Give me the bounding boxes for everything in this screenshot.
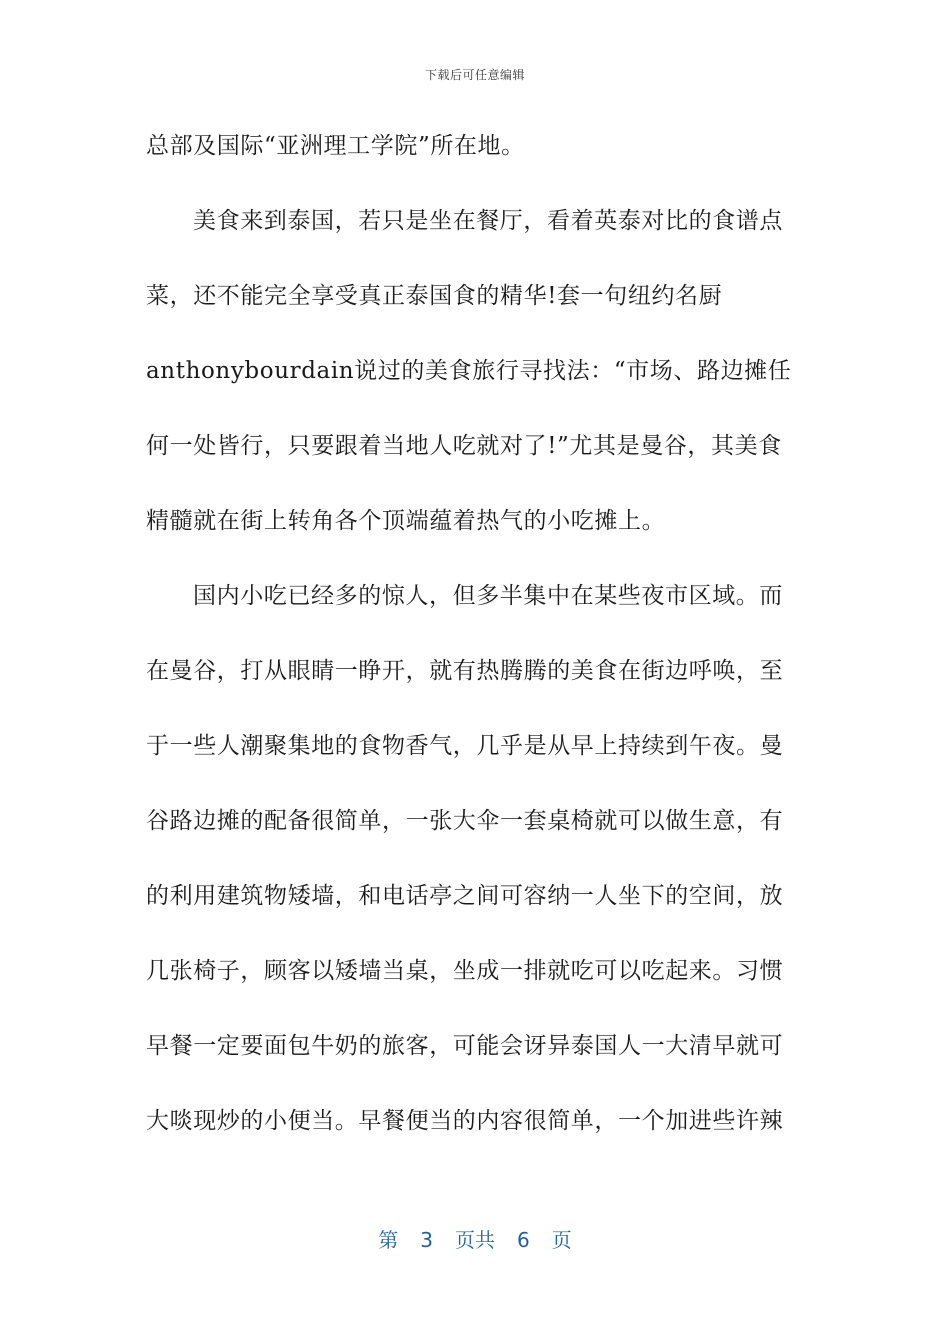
- text-line: 于一些人潮聚集地的食物香气，几乎是从早上持续到午夜。曼: [146, 733, 784, 759]
- text-line: 谷路边摊的配备很简单，一张大伞一套桌椅就可以做生意，有: [146, 808, 784, 834]
- footer-total-pages: 6: [517, 1228, 530, 1252]
- text-line: 精髓就在街上转角各个顶端蕴着热气的小吃摊上。: [146, 508, 666, 534]
- text-line: 总部及国际“亚洲理工学院”所在地。: [146, 133, 525, 159]
- text-line: 大啖现炒的小便当。早餐便当的内容很简单，一个加进些许辣: [146, 1108, 784, 1134]
- footer-current-page: 3: [420, 1228, 433, 1252]
- text-line: 何一处皆行，只要跟着当地人吃就对了!”尤其是曼谷，其美食: [146, 433, 782, 459]
- paragraph-start-line: 国内小吃已经多的惊人，但多半集中在某些夜市区域。而: [193, 583, 783, 609]
- page-footer: [0, 1224, 950, 1253]
- text-line: 早餐一定要面包牛奶的旅客，可能会讶异泰国人一大清早就可: [146, 1033, 784, 1059]
- footer-middle: 页共: [455, 1228, 495, 1252]
- text-line: 的利用建筑物矮墙，和电话亭之间可容纳一人坐下的空间，放: [146, 883, 784, 909]
- text-line: 菜，还不能完全享受真正泰国食的精华!套一句纽约名厨: [146, 283, 723, 309]
- text-line: 几张椅子，顾客以矮墙当桌，坐成一排就吃可以吃起来。习惯: [146, 958, 784, 984]
- document-body: [146, 121, 806, 1171]
- paragraph-start-line: 美食来到泰国，若只是坐在餐厅，看着英泰对比的食谱点: [193, 208, 783, 234]
- footer-prefix: 第: [378, 1228, 399, 1252]
- text-line: 在曼谷，打从眼睛一睁开，就有热腾腾的美食在街边呼唤，至: [146, 658, 784, 684]
- text-line: anthonybourdain说过的美食旅行寻找法：“市场、路边摊任: [146, 358, 792, 384]
- page-header: 下载后可任意编辑: [424, 68, 525, 82]
- footer-suffix: 页: [551, 1228, 572, 1252]
